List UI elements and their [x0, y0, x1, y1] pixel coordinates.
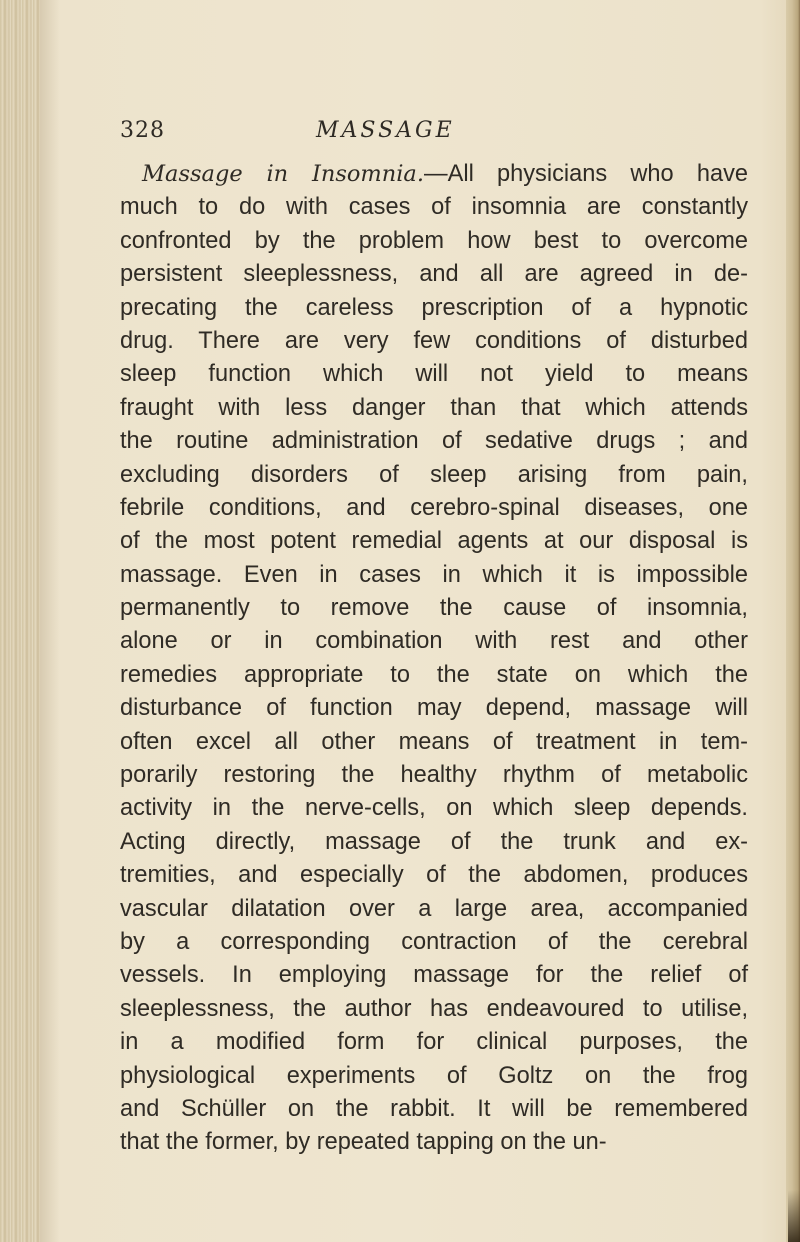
- text-line: physiological experiments of Goltz on the frog: [120, 1062, 748, 1089]
- text-line: disturbance of function may depend, massage will: [120, 695, 748, 722]
- page-fore-edge: [786, 0, 800, 1242]
- text-line: fraught with less danger than that which attends: [120, 394, 748, 421]
- body-paragraph: [120, 158, 748, 1160]
- text-line: and Schüller on the rabbit. It will be remembered: [120, 1095, 748, 1122]
- text-line: porarily restoring the healthy rhythm of metabolic: [120, 762, 748, 789]
- running-head: [120, 118, 720, 154]
- text-line: vessels. In employing massage for the relief of: [120, 962, 748, 989]
- section-run-in-heading: Massage in Insomnia.: [142, 161, 424, 187]
- text-line: sleeplessness, the author has endeavoured to utilise,: [120, 995, 748, 1022]
- text-line: Acting directly, massage of the trunk and ex-: [120, 828, 748, 855]
- text-line: precating the careless prescription of a hypnotic: [120, 294, 748, 321]
- text-line: remedies appropriate to the state on which the: [120, 661, 748, 688]
- text-line: alone or in combination with rest and other: [120, 628, 748, 655]
- text-line: febrile conditions, and cerebro-spinal diseases, one: [120, 494, 748, 521]
- text-line: activity in the nerve-cells, on which sleep depends.: [120, 795, 748, 822]
- text-line: much to do with cases of insomnia are constantly: [120, 194, 748, 221]
- paragraph-first-line: [120, 158, 748, 191]
- text-line: excluding disorders of sleep arising from pain,: [120, 461, 748, 488]
- text-line: vascular dilatation over a large area, accompanied: [120, 895, 748, 922]
- running-title: MASSAGE: [316, 118, 455, 143]
- first-line-text: —All physicians who have: [424, 161, 748, 187]
- text-line: of the most potent remedial agents at our disposal is: [120, 528, 748, 555]
- text-line: confronted by the problem how best to overcome: [120, 227, 748, 254]
- text-line: tremities, and especially of the abdomen, produces: [120, 862, 748, 889]
- binding-gutter: [0, 0, 40, 1242]
- text-line: drug. There are very few conditions of disturbed: [120, 327, 748, 354]
- text-line: in a modified form for clinical purposes, the: [120, 1029, 748, 1056]
- text-line: persistent sleeplessness, and all are agreed in de-: [120, 261, 748, 288]
- text-line: often excel all other means of treatment in tem-: [120, 728, 748, 755]
- text-line: massage. Even in cases in which it is impossible: [120, 561, 748, 588]
- text-line: the routine administration of sedative drugs ; and: [120, 428, 748, 455]
- gutter-shadow: [40, 0, 60, 1242]
- text-line: by a corresponding contraction of the cerebral: [120, 928, 748, 955]
- text-line: sleep function which will not yield to means: [120, 361, 748, 388]
- text-line: that the former, by repeated tapping on the un-: [120, 1129, 607, 1156]
- text-line: permanently to remove the cause of insomnia,: [120, 595, 748, 622]
- page-corner-shadow: [788, 1190, 800, 1242]
- page-number: 328: [120, 118, 165, 143]
